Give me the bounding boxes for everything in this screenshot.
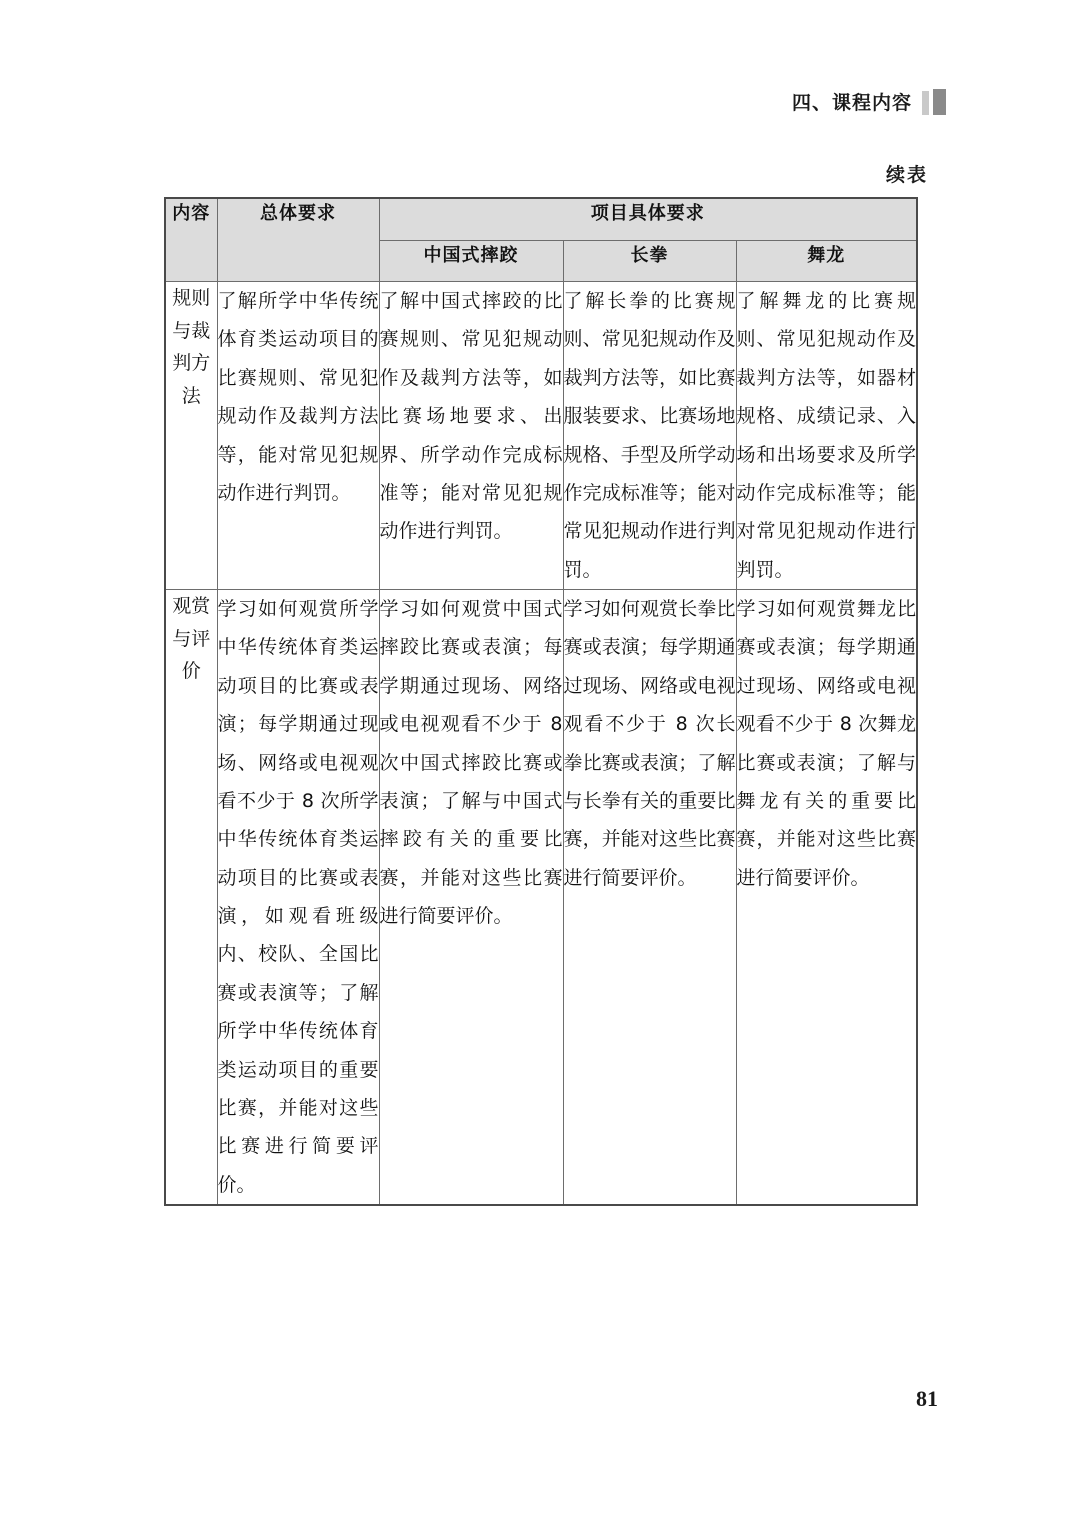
cell-shuaijiao-appreciation: 学习如何观赏中国式摔跤比赛或表演；每学期通过现场、网络或电视观看不少于 8 次中国式摔跤比赛或表演；了解与中国式摔跤有关的重要比赛，并能对这些比赛进行简要评价。 [379, 590, 563, 1206]
row-label-rules-and-judging: 规则与裁判方法 [165, 282, 217, 590]
header-shuaijiao: 中国式摔跤 [379, 240, 563, 282]
header-changquan: 长拳 [563, 240, 736, 282]
course-content-table [164, 197, 918, 1206]
page-number: 81 [916, 1386, 938, 1411]
table-continued-caption: 续表 [885, 164, 928, 186]
table-body [165, 282, 917, 1206]
cell-overall-appreciation: 学习如何观赏所学中华传统体育类运动项目的比赛或表演；每学期通过现场、网络或电视观看不少于 8 次所学中华传统体育类运动项目的比赛或表演，如观看班级内、校队、全国比赛或表演等；了解所学中华传统体育类运动项目的重要比赛，并能对这些比赛进行简要评价。 [217, 590, 379, 1206]
header-overall-requirement: 总体要求 [217, 198, 379, 282]
cell-changquan-rules: 了解长拳的比赛规则、常见犯规动作及裁判方法等，如比赛服装要求、比赛场地规格、手型及所学动作完成标准等；能对常见犯规动作进行判罚。 [563, 282, 736, 590]
chapter-bar-dark-icon [933, 89, 946, 115]
chapter-bar-light-icon [922, 91, 929, 115]
row-label-appreciation-and-evaluation: 观赏与评价 [165, 590, 217, 1206]
cell-overall-rules: 了解所学中华传统体育类运动项目的比赛规则、常见犯规动作及裁判方法等，能对常见犯规动作进行判罚。 [217, 282, 379, 590]
running-head [792, 88, 946, 115]
table-header-row-1 [165, 198, 917, 240]
table-row [165, 282, 917, 590]
header-project-specific-requirement: 项目具体要求 [379, 198, 917, 240]
table-header [165, 198, 917, 282]
header-content: 内容 [165, 198, 217, 282]
cell-shuaijiao-rules: 了解中国式摔跤的比赛规则、常见犯规动作及裁判方法等，如比赛场地要求、出界、所学动作完成标准等；能对常见犯规动作进行判罚。 [379, 282, 563, 590]
chapter-marker-bars [922, 89, 946, 115]
table-row [165, 590, 917, 1206]
running-head-title: 四、课程内容 [791, 92, 912, 114]
cell-changquan-appreciation: 学习如何观赏长拳比赛或表演；每学期通过现场、网络或电视观看不少于 8 次长拳比赛或表演；了解与长拳有关的重要比赛，并能对这些比赛进行简要评价。 [563, 590, 736, 1206]
header-wulong: 舞龙 [736, 240, 917, 282]
cell-wulong-rules: 了解舞龙的比赛规则、常见犯规动作及裁判方法等，如器材规格、成绩记录、入场和出场要求及所学动作完成标准等；能对常见犯规动作进行判罚。 [736, 282, 917, 590]
cell-wulong-appreciation: 学习如何观赏舞龙比赛或表演；每学期通过现场、网络或电视观看不少于 8 次舞龙比赛或表演；了解与舞龙有关的重要比赛，并能对这些比赛进行简要评价。 [736, 590, 917, 1206]
